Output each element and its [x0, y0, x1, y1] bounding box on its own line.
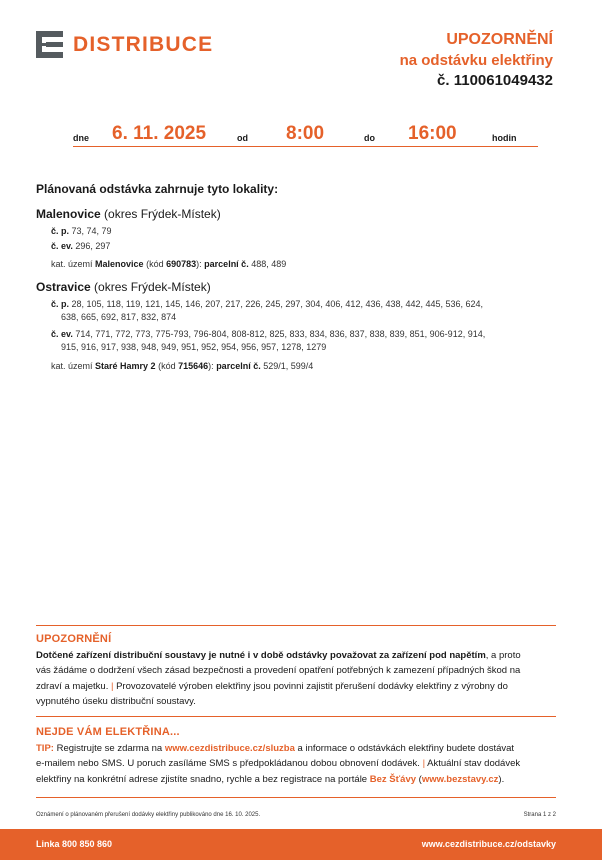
- notice-subtitle: na odstávku elektřiny: [399, 52, 553, 69]
- location-heading: [36, 280, 211, 294]
- schedule-line: [73, 122, 538, 147]
- from-time: 8:00: [286, 123, 325, 144]
- tip-section: [36, 725, 556, 787]
- notice-title: UPOZORNĚNÍ: [446, 31, 553, 48]
- divider: [36, 625, 556, 626]
- bezstavy-link[interactable]: www.bezstavy.cz: [421, 773, 499, 785]
- location-district: (okres Frýdek-Místek): [94, 280, 211, 294]
- hotline[interactable]: Linka 800 850 860: [36, 839, 113, 849]
- warning-title: UPOZORNĚNÍ: [36, 633, 112, 645]
- locations-intro: Plánovaná odstávka zahrnuje tyto lokality:: [36, 182, 279, 196]
- location-district: (okres Frýdek-Místek): [104, 207, 221, 221]
- warning-text: Dotčené zařízení distribuční soustavy je nutné i v době odstávky považovat za zařízení pod napětím, a proto vás žádáme o dodržení všech zásad bezpečnosti a provedení opatření potřebných k zamezení případných škod na zdraví a majetku. | Provozovatelé výroben elektřiny jsou povinni zajistit přerušení dodávky elektřiny z výrobny do vypnutého úseku distribuční soustavy.: [36, 649, 521, 707]
- page-number: Strana 1 z 2: [523, 812, 556, 818]
- website-link[interactable]: www.cezdistribuce.cz/odstavky: [421, 839, 556, 849]
- from-label: od: [237, 133, 248, 143]
- cadastral-area: kat. území Staré Hamry 2 (kód 715646): parcelní č. 529/1, 599/4: [51, 361, 314, 371]
- logo-text: DISTRIBUCE: [73, 32, 214, 56]
- house-numbers: č. p. 73, 74, 79: [51, 226, 112, 236]
- tip-title: NEJDE VÁM ELEKTŘINA...: [36, 726, 180, 738]
- tip-text: TIP: Registrujte se zdarma na www.cezdistribuce.cz/sluzba a informace o odstávkách elektřiny budete dostávat e-mailem nebo SMS. U poruch zasíláme SMS s předpokládanou dobou obnovení dodávek. | Aktuální stav dodávek elektřiny na konkrétní adrese zjistíte snadno, rychle a bez registrace na portále Bez Šťávy (www.bezstavy.cz).: [36, 742, 521, 785]
- divider: [36, 797, 556, 798]
- outage-date: 6. 11. 2025: [112, 123, 207, 144]
- cez-logo-icon: [36, 31, 63, 58]
- notice-number: č. 110061049432: [437, 72, 553, 89]
- hours-label: hodin: [492, 133, 517, 143]
- registration-link[interactable]: www.cezdistribuce.cz/sluzba: [164, 742, 295, 754]
- cadastral-area: kat. území Malenovice (kód 690783): parcelní č. 488, 489: [51, 259, 287, 269]
- divider: [36, 716, 556, 717]
- location-heading: [36, 207, 221, 221]
- footer-bar: [0, 829, 602, 860]
- date-label: dne: [73, 133, 90, 143]
- evidence-numbers: č. ev. 714, 771, 772, 773, 775-793, 796-804, 808-812, 825, 833, 834, 836, 837, 838, 839, 851, 906-912, 914, 915, 916, 917, 938, 948, 949, 951, 952, 954, 956, 957, 1278, 1279: [51, 329, 486, 352]
- warning-section: [36, 632, 556, 710]
- company-logo: [36, 31, 213, 58]
- house-numbers: č. p. 28, 105, 118, 119, 121, 145, 146, 207, 217, 226, 245, 297, 304, 406, 412, 436, 438, 442, 445, 536, 624, 638, 665, 692, 817, 832, 874: [51, 299, 484, 322]
- location-name: Ostravice: [36, 280, 91, 294]
- to-label: do: [364, 133, 375, 143]
- to-time: 16:00: [408, 123, 457, 144]
- publication-note: Oznámení o plánovaném přerušení dodávky elektřiny publikováno dne 16. 10. 2025.: [36, 812, 261, 818]
- notice-header: [400, 30, 553, 91]
- location-name: Malenovice: [36, 207, 101, 221]
- evidence-numbers: č. ev. 296, 297: [51, 241, 111, 251]
- portal-name: Bez Šťávy: [369, 773, 417, 785]
